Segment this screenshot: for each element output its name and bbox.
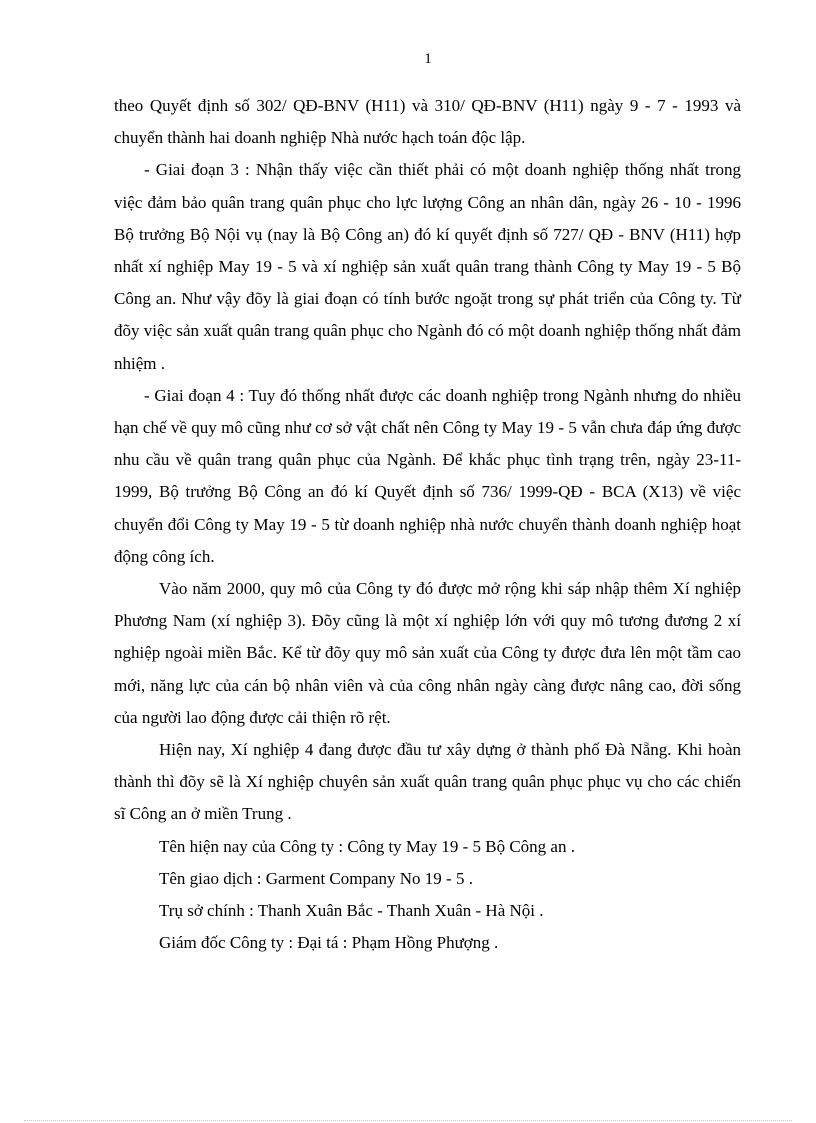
info-trade-name: Tên giao dịch : Garment Company No 19 - 5 . (159, 868, 473, 888)
paragraph-stage-3: - Giai đoạn 3 : Nhận thấy việc cần thiết phải có một doanh nghiệp thống nhất trong việc đảm bảo quân trang quân phục cho lực lượng Công an nhân dân, ngày 26 - 10 - 1996 Bộ trưởng Bộ Nội vụ (nay là Bộ Công an) đó kí quyết định số 727/ QĐ - BNV (H11) hợp nhất xí nghiệp May 19 - 5 và xí nghiệp sản xuất quân trang thành Công ty May 19 - 5 Bộ Công an. Như vậy đõy là giai đoạn có tính bước ngoặt trong sự phát triển của Công ty. Từ đõy việc sản xuất quân trang quân phục cho Ngành đó có một doanh nghiệp thống nhất đảm nhiệm . (114, 160, 741, 373)
paragraph-decision-continuation: theo Quyết định số 302/ QĐ-BNV (H11) và 310/ QĐ-BNV (H11) ngày 9 - 7 - 1993 và chuyển thành hai doanh nghiệp Nhà nước hạch toán độc lập. (114, 96, 741, 148)
page-number: 1 (424, 51, 432, 67)
paragraph-stage-4: - Giai đoạn 4 : Tuy đó thống nhất được các doanh nghiệp trong Ngành nhưng do nhiều hạn chế về quy mô cũng như cơ sở vật chất nên Công ty May 19 - 5 vẫn chưa đáp ứng được nhu cầu về quân trang quân phục của Ngành. Để khắc phục tình trạng trên, ngày 23-11-1999, Bộ trưởng Bộ Công an đó kí Quyết định số 736/ 1999-QĐ - BCA (X13) về việc chuyển đổi Công ty May 19 - 5 từ doanh nghiệp nhà nước chuyển thành doanh nghiệp hoạt động công ích. (114, 385, 741, 566)
info-director: Giám đốc Công ty : Đại tá : Phạm Hồng Phượng . (159, 933, 499, 953)
paragraph-year-2000: Vào năm 2000, quy mô của Công ty đó được mở rộng khi sáp nhập thêm Xí nghiệp Phương Nam (xí nghiệp 3). Đõy cũng là một xí nghiệp lớn với quy mô tương đương 2 xí nghiệp ngoài miền Bắc. Kể từ đõy quy mô sản xuất của Công ty được đưa lên một tầm cao mới, năng lực của cán bộ nhân viên và của công nhân ngày càng được nâng cao, đời sống của người lao động được cải thiện rõ rệt. (114, 579, 741, 727)
info-headquarters: Trụ sở chính : Thanh Xuân Bắc - Thanh Xuân - Hà Nội . (159, 901, 544, 921)
paragraph-enterprise-4: Hiện nay, Xí nghiệp 4 đang được đầu tư xây dựng ở thành phố Đà Nẵng. Khi hoàn thành thì đõy sẽ là Xí nghiệp chuyên sản xuất quân trang quân phục phục vụ cho các chiến sĩ Công an ở miền Trung . (114, 740, 741, 824)
document-body (114, 90, 741, 959)
page-bottom-divider (24, 1120, 792, 1121)
info-current-name: Tên hiện nay của Công ty : Công ty May 19 - 5 Bộ Công an . (159, 836, 575, 856)
